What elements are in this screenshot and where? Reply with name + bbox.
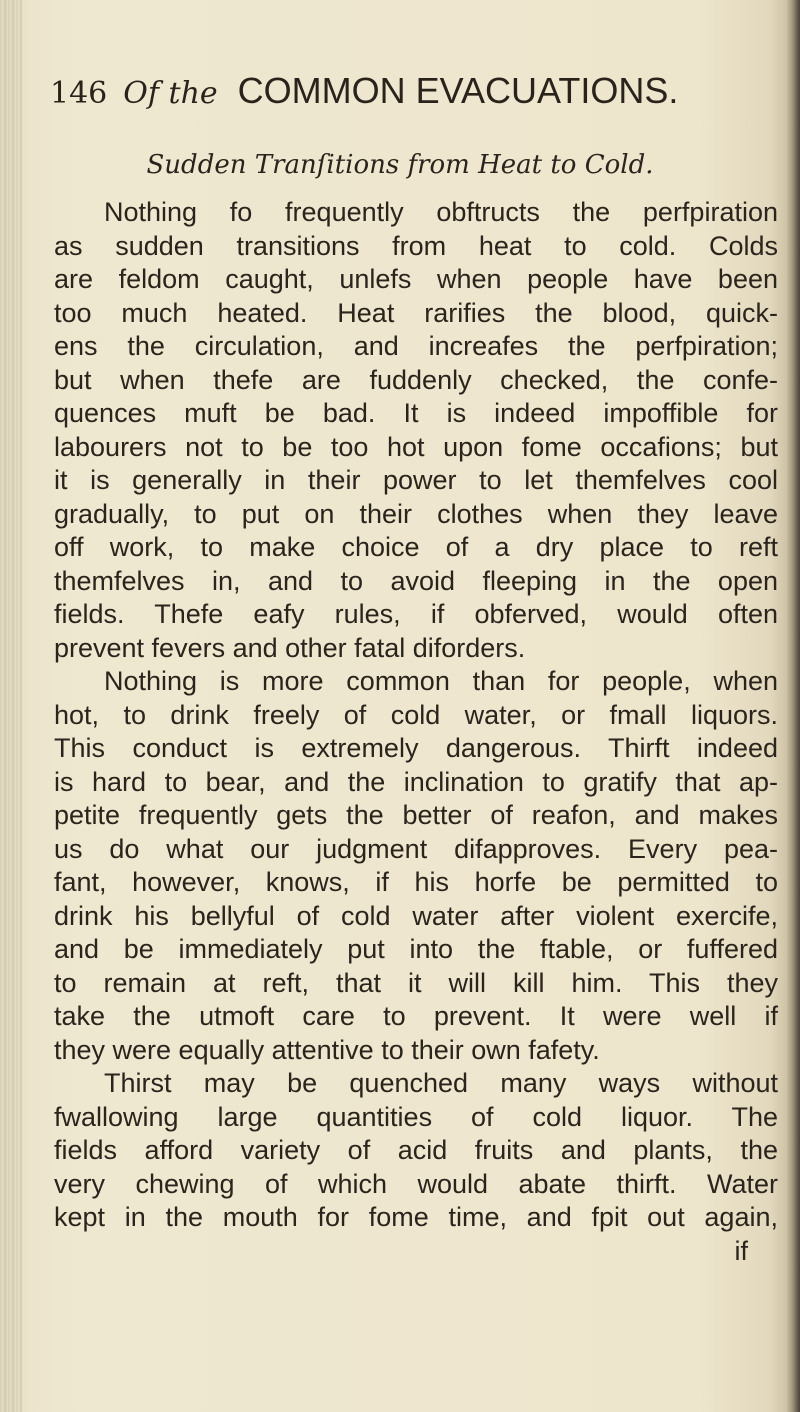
running-header	[50, 70, 750, 112]
text-line: Nothing fo frequently obftructs the perfpiration	[104, 197, 778, 227]
text-line: us do what our judgment difapproves. Every pea-	[54, 833, 778, 864]
body-text	[54, 196, 778, 1268]
text-line: fwallowing large quantities of cold liquor. The	[54, 1101, 778, 1132]
catchword: if	[734, 1235, 748, 1266]
text-line: kept in the mouth for fome time, and fpit out again,	[54, 1202, 778, 1232]
text-line: they were equally attentive to their own fafety.	[54, 1034, 600, 1065]
section-title: Sudden Tranſitions from Heat to Cold.	[146, 150, 654, 180]
text-line: themfelves in, and to avoid fleeping in the open	[54, 565, 778, 596]
header-prefix: Of the	[123, 76, 218, 111]
text-line: too much heated. Heat rarifies the blood, quick-	[54, 297, 778, 328]
text-line: hot, to drink freely of cold water, or fmall liquors.	[54, 699, 778, 730]
page-edge-shadow	[786, 0, 800, 1412]
header-title: COMMON EVACUATIONS.	[237, 70, 679, 111]
text-line: it is generally in their power to let themfelves cool	[54, 465, 778, 495]
text-line: fields. Thefe eafy rules, if obferved, would often	[54, 599, 778, 629]
text-line: ens the circulation, and increafes the perfpiration;	[54, 331, 778, 361]
text-line: as sudden transitions from heat to cold. Colds	[54, 230, 778, 261]
text-line: fant, however, knows, if his horfe be permitted to	[54, 867, 778, 897]
text-line: is hard to bear, and the inclination to gratify that ap-	[54, 766, 778, 797]
page-binding-edge	[0, 0, 22, 1412]
text-line: quences muft be bad. It is indeed impoffible for	[54, 398, 778, 428]
text-line: take the utmoft care to prevent. It were well if	[54, 1001, 778, 1031]
text-line: drink his bellyful of cold water after violent exercife,	[54, 900, 778, 931]
text-line: gradually, to put on their clothes when they leave	[54, 498, 778, 529]
text-line: This conduct is extremely dangerous. Thirft indeed	[54, 733, 778, 763]
text-line: off work, to make choice of a dry place to reft	[54, 532, 778, 562]
text-line: are feldom caught, unlefs when people have been	[54, 264, 778, 294]
text-line: fields afford variety of acid fruits and plants, the	[54, 1135, 778, 1165]
text-line: but when thefe are fuddenly checked, the confe-	[54, 364, 778, 395]
text-line: very chewing of which would abate thirft. Water	[54, 1168, 778, 1199]
text-line: to remain at reft, that it will kill him. This they	[54, 967, 778, 998]
text-line: Thirst may be quenched many ways without	[104, 1068, 778, 1098]
text-line: and be immediately put into the ftable, or fuffered	[54, 934, 778, 964]
text-line: labourers not to be too hot upon fome occafions; but	[54, 431, 778, 462]
text-line: prevent fevers and other fatal diforders.	[54, 632, 526, 663]
page-number: 146	[50, 76, 108, 111]
text-line: Nothing is more common than for people, when	[104, 666, 778, 696]
text-line: petite frequently gets the better of reafon, and makes	[54, 800, 778, 830]
